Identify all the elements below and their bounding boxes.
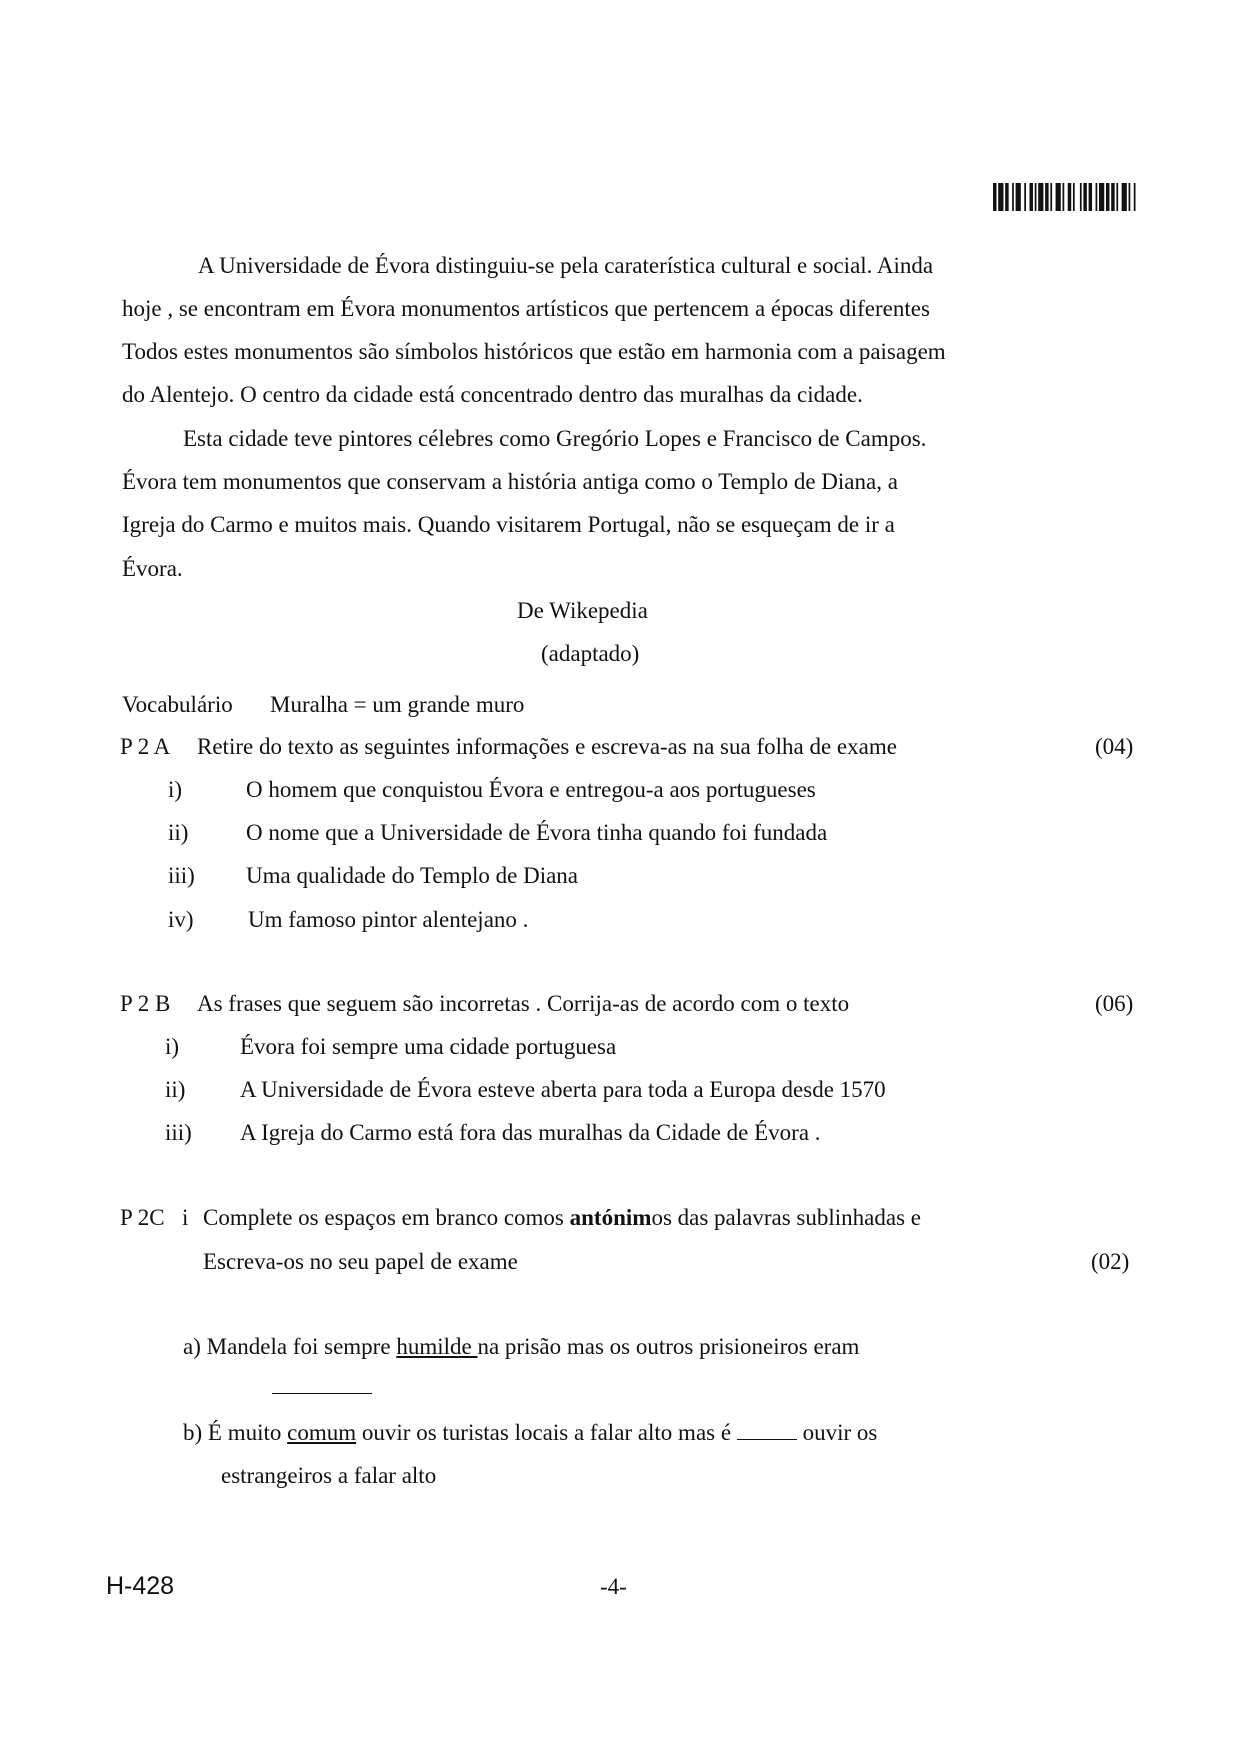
barcode-bar [1068,183,1071,211]
item-number: iii) [165,1120,192,1145]
item-text: Uma qualidade do Templo de Diana [246,863,579,888]
passage-line: A Universidade de Évora distinguiu-se pela caraterística cultural e social. Ainda [198,253,934,278]
passage-line: Esta cidade teve pintores célebres como Gregório Lopes e Francisco de Campos. [183,426,927,451]
question-label: P 2 A [120,734,171,759]
underlined-word: humilde [396,1334,478,1359]
instruction-part: os das palavras sublinhadas e [651,1205,921,1230]
passage-line: Todos estes monumentos são símbolos históricos que estão em harmonia com a paisagem [122,339,946,364]
item-text: A Igreja do Carmo está fora das muralhas da Cidade de Évora . [240,1120,821,1145]
barcode-bar [1111,183,1114,211]
page-number: -4- [600,1574,627,1599]
item-text: A Universidade de Évora esteve aberta para toda a Europa desde 1570 [240,1077,886,1102]
barcode-bar [1063,183,1065,211]
item-number: ii) [165,1077,186,1102]
item-text: ouvir os [796,1420,878,1445]
barcode-bar [1083,183,1086,211]
answer-blank[interactable] [272,1393,372,1394]
question-marks: (02) [1091,1249,1130,1274]
barcode-bar [1035,183,1037,211]
barcode-bar [998,183,1003,211]
underlined-word: comum [287,1420,357,1445]
barcode-bar [1096,183,1098,211]
barcode-bar [1106,183,1109,211]
item-number: i) [168,777,183,802]
question-label: P 2C [120,1205,165,1230]
item-number: iv) [168,907,194,932]
barcode-bar [1038,183,1043,211]
item-number: i) [165,1034,180,1059]
vocabulary-label: Vocabulário [122,692,233,717]
barcode-bar [1016,183,1021,211]
question-sub-number: i [182,1205,189,1230]
barcode-bar [1024,183,1026,211]
barcode-bar [1129,183,1131,211]
question-label: P 2 B [120,991,171,1016]
question-instruction: As frases que seguem são incorretas . Corrija-as de acordo com o texto [197,991,850,1016]
item-number: iii) [168,863,195,888]
passage-adapted: (adaptado) [541,641,640,666]
barcode-bar [1056,183,1061,211]
item-text: O homem que conquistou Évora e entregou-a aos portugueses [246,777,816,802]
passage-line: Évora tem monumentos que conservam a história antiga como o Templo de Diana, a [122,469,898,494]
barcode-bar [1050,183,1052,211]
barcode-bar [1012,183,1014,211]
item-number: ii) [168,820,189,845]
passage-source: De Wikepedia [517,598,648,623]
question-instruction [203,1205,921,1231]
passage-line: hoje , se encontram em Évora monumentos artísticos que pertencem a épocas diferentes [122,296,930,321]
barcode-bar [1080,183,1082,211]
item-text: b) É muito [183,1420,288,1445]
item-text: na prisão mas os outros prisioneiros eram [477,1334,860,1359]
barcode-bar [1073,183,1075,211]
barcode-bar [1116,183,1118,211]
barcode-bar [1099,183,1104,211]
item-text: Um famoso pintor alentejano . [248,907,529,932]
question-marks: (04) [1095,734,1134,759]
barcode-bar [993,183,996,211]
instruction-part: Complete os espaços em branco comos [203,1205,570,1230]
passage-line: Igreja do Carmo e muitos mais. Quando visitarem Portugal, não se esqueçam de ir a [122,512,895,537]
passage-line: Évora. [122,556,183,581]
item-text: a) Mandela foi sempre [183,1334,397,1359]
item-text: ouvir os turistas locais a falar alto mas é [356,1420,737,1445]
item-b [183,1420,877,1446]
item-text: O nome que a Universidade de Évora tinha quando foi fundada [246,820,828,845]
exam-code: H-428 [106,1572,175,1600]
barcode-bar [1122,183,1127,211]
item-text: Évora foi sempre uma cidade portuguesa [240,1034,617,1059]
item-b-line2: estrangeiros a falar alto [221,1463,437,1488]
passage-line: do Alentejo. O centro da cidade está concentrado dentro das muralhas da cidade. [122,382,863,407]
question-marks: (06) [1095,991,1134,1016]
answer-blank[interactable] [737,1421,797,1440]
question-instruction-line2: Escreva-os no seu papel de exame [203,1249,518,1274]
barcode-bar [1030,183,1033,211]
barcode-bar [1005,183,1008,211]
item-a [183,1334,859,1360]
vocabulary-entry: Muralha = um grande muro [270,692,525,717]
barcode [993,183,1139,211]
question-instruction: Retire do texto as seguintes informações e escreva-as na sua folha de exame [197,734,897,759]
barcode-bar [1134,183,1136,211]
barcode-bar [1089,183,1092,211]
instruction-bold: antónim [569,1205,652,1230]
barcode-bar [1045,183,1048,211]
